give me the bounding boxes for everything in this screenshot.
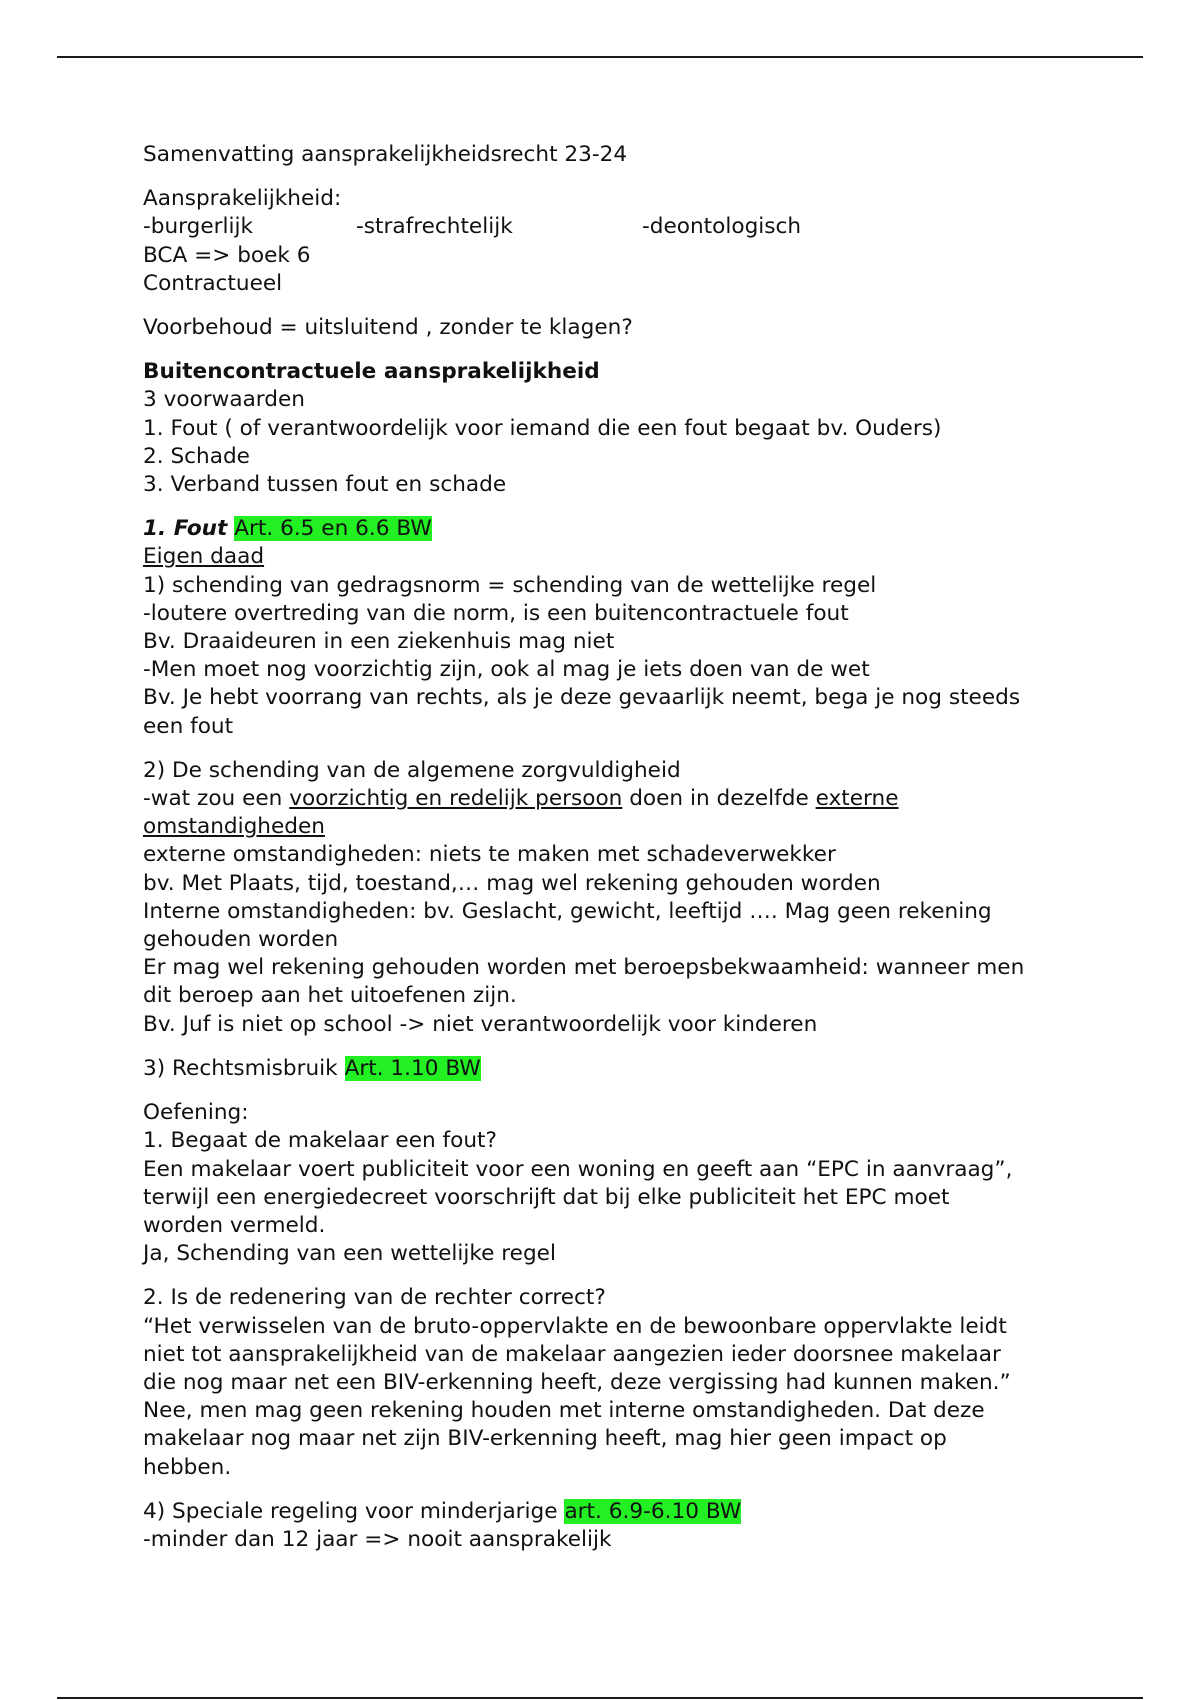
zorg-question-line bbox=[143, 785, 1063, 813]
liability-types bbox=[143, 213, 1063, 241]
contract-line: Contractueel bbox=[143, 270, 283, 296]
minderjarige-heading-line bbox=[143, 1498, 1063, 1526]
zorg-line: Interne omstandigheden: bv. Geslacht, gewicht, leeftijd …. Mag geen rekening bbox=[143, 898, 992, 924]
intro-heading: Aansprakelijkheid: bbox=[143, 186, 342, 212]
type-burgerlijk: -burgerlijk bbox=[143, 214, 254, 240]
minderjarige-heading: 4) Speciale regeling voor minderjarige bbox=[143, 1498, 558, 1524]
oefening-q1-line: worden vermeld. bbox=[143, 1212, 326, 1238]
zorg-line: externe omstandigheden: niets te maken met schadeverwekker bbox=[143, 842, 836, 868]
fout-article-highlight: Art. 6.5 en 6.6 BW bbox=[234, 516, 432, 542]
document-body bbox=[143, 141, 1063, 1554]
voorbehoud-line: Voorbehoud = uitsluitend , zonder te klagen? bbox=[143, 315, 633, 341]
zorg-middle: doen in dezelfde bbox=[622, 786, 816, 812]
fout-line: Bv. Draaideuren in een ziekenhuis mag niet bbox=[143, 629, 615, 655]
oefening-q2-line: die nog maar net een BIV-erkenning heeft, deze vergissing had kunnen maken.” bbox=[143, 1369, 1011, 1395]
bca-line: BCA => boek 6 bbox=[143, 242, 311, 268]
document-title: Samenvatting aansprakelijkheidsrecht 23-24 bbox=[143, 142, 628, 167]
oefening-q1-line: 1. Begaat de makelaar een fout? bbox=[143, 1128, 497, 1154]
oefening-q2-line: Nee, men mag geen rekening houden met interne omstandigheden. Dat deze bbox=[143, 1398, 985, 1424]
fout-heading-line bbox=[143, 515, 1063, 543]
fout-line: Bv. Je hebt voorrang van rechts, als je deze gevaarlijk neemt, bega je nog steeds bbox=[143, 685, 1021, 711]
oefening-q2-line: “Het verwisselen van de bruto-oppervlakte en de bewoonbare oppervlakte leidt bbox=[143, 1313, 1007, 1339]
zorg-heading: 2) De schending van de algemene zorgvuldigheid bbox=[143, 757, 681, 783]
minderjarige-line: -minder dan 12 jaar => nooit aansprakelijk bbox=[143, 1526, 612, 1552]
oefening-q2-line: hebben. bbox=[143, 1454, 232, 1480]
oefening-q1-line: terwijl een energiedecreet voorschrijft dat bij elke publiciteit het EPC moet bbox=[143, 1184, 950, 1210]
condition-item: 1. Fout ( of verantwoordelijk voor iemand die een fout begaat bv. Ouders) bbox=[143, 415, 942, 441]
fout-line: -Men moet nog voorzichtig zijn, ook al mag je iets doen van de wet bbox=[143, 657, 870, 683]
minderjarige-article-highlight: art. 6.9-6.10 BW bbox=[564, 1498, 742, 1524]
fout-line: -loutere overtreding van die norm, is een buitencontractuele fout bbox=[143, 600, 849, 626]
rechtsmisbruik-article-highlight: Art. 1.10 BW bbox=[344, 1055, 481, 1081]
fout-line: een fout bbox=[143, 713, 234, 739]
type-strafrechtelijk: -strafrechtelijk bbox=[356, 214, 513, 240]
oefening-q1-line: Ja, Schending van een wettelijke regel bbox=[143, 1241, 556, 1267]
rechtsmisbruik-heading: 3) Rechtsmisbruik bbox=[143, 1055, 338, 1081]
oefening-q2-line: niet tot aansprakelijkheid van de makelaar aangezien ieder doorsnee makelaar bbox=[143, 1341, 1001, 1367]
zorg-underlined-omstandigheden: omstandigheden bbox=[143, 814, 325, 840]
eigen-daad-subheading: Eigen daad bbox=[143, 544, 265, 570]
fout-heading: 1. Fout bbox=[143, 516, 228, 542]
oefening-q2-line: 2. Is de redenering van de rechter correct? bbox=[143, 1285, 606, 1311]
zorg-line: Er mag wel rekening gehouden worden met beroepsbekwaamheid: wanneer men bbox=[143, 955, 1025, 981]
zorg-line: Bv. Juf is niet op school -> niet verantwoordelijk voor kinderen bbox=[143, 1011, 818, 1037]
oefening-q2-line: makelaar nog maar net zijn BIV-erkenning heeft, mag hier geen impact op bbox=[143, 1426, 947, 1452]
zorg-prefix: -wat zou een bbox=[143, 786, 290, 812]
fout-line: 1) schending van gedragsnorm = schending van de wettelijke regel bbox=[143, 572, 877, 598]
zorg-underlined-externe: externe bbox=[815, 786, 899, 812]
condition-item: 3. Verband tussen fout en schade bbox=[143, 472, 507, 498]
conditions-intro: 3 voorwaarden bbox=[143, 387, 305, 413]
condition-item: 2. Schade bbox=[143, 443, 250, 469]
section-heading: Buitencontractuele aansprakelijkheid bbox=[143, 359, 600, 385]
zorg-line: dit beroep aan het uitoefenen zijn. bbox=[143, 983, 517, 1009]
rechtsmisbruik-line bbox=[143, 1055, 1063, 1083]
zorg-question-line-2 bbox=[143, 813, 1063, 841]
oefening-q1-line: Een makelaar voert publiciteit voor een woning en geeft aan “EPC in aanvraag”, bbox=[143, 1156, 1013, 1182]
zorg-underlined-person: voorzichtig en redelijk persoon bbox=[289, 786, 623, 812]
oefening-heading: Oefening: bbox=[143, 1100, 249, 1126]
zorg-line: bv. Met Plaats, tijd, toestand,… mag wel rekening gehouden worden bbox=[143, 870, 881, 896]
bottom-rule bbox=[57, 1697, 1143, 1699]
top-rule bbox=[57, 56, 1143, 58]
zorg-line: gehouden worden bbox=[143, 927, 339, 953]
type-deontologisch: -deontologisch bbox=[642, 214, 802, 240]
